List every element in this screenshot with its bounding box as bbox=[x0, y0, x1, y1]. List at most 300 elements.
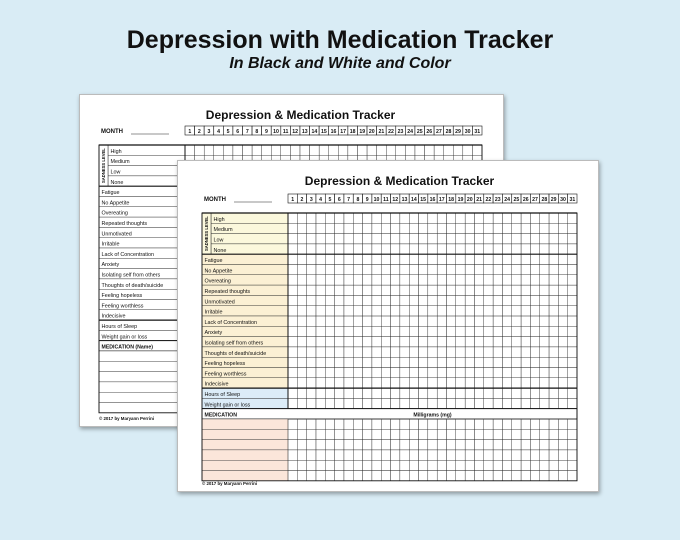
grid-cell bbox=[381, 450, 390, 460]
grid-cell bbox=[502, 295, 511, 305]
grid-cell bbox=[474, 398, 483, 408]
grid-cell bbox=[549, 368, 558, 378]
grid-cell bbox=[446, 347, 455, 357]
grid-cell bbox=[521, 316, 530, 326]
grid-cell bbox=[353, 337, 362, 347]
sheet-title: Depression & Medication Tracker bbox=[304, 174, 495, 188]
tracker-sheet bbox=[178, 161, 598, 491]
day-number: 7 bbox=[245, 129, 249, 135]
grid-cell bbox=[400, 460, 409, 470]
grid-cell bbox=[391, 306, 400, 316]
sadness-level-label: SADNESS LEVEL bbox=[101, 148, 106, 184]
grid-cell bbox=[558, 223, 567, 233]
grid-cell bbox=[540, 419, 549, 429]
grid-cell bbox=[512, 347, 521, 357]
grid-cell bbox=[419, 429, 428, 439]
day-number: 15 bbox=[420, 197, 427, 203]
grid-cell bbox=[456, 357, 465, 367]
day-number: 8 bbox=[356, 197, 360, 203]
grid-cell bbox=[335, 419, 344, 429]
grid-cell bbox=[568, 450, 577, 460]
grid-cell bbox=[474, 440, 483, 450]
grid-cell bbox=[512, 378, 521, 388]
grid-cell bbox=[381, 306, 390, 316]
grid-cell bbox=[363, 460, 372, 470]
grid-cell bbox=[316, 388, 325, 398]
grid-cell bbox=[325, 471, 334, 481]
day-number: 18 bbox=[448, 197, 455, 203]
grid-cell bbox=[353, 326, 362, 336]
grid-cell bbox=[540, 440, 549, 450]
grid-cell bbox=[372, 419, 381, 429]
grid-cell bbox=[316, 223, 325, 233]
day-number: 30 bbox=[464, 129, 471, 135]
day-number: 23 bbox=[494, 197, 501, 203]
grid-cell bbox=[512, 326, 521, 336]
grid-cell bbox=[344, 265, 353, 275]
row-label: Lack of Concentration bbox=[204, 319, 257, 326]
grid-cell bbox=[325, 265, 334, 275]
grid-cell bbox=[493, 254, 502, 264]
grid-cell bbox=[353, 265, 362, 275]
day-number: 29 bbox=[550, 197, 557, 203]
grid-cell bbox=[288, 223, 297, 233]
grid-cell bbox=[568, 378, 577, 388]
grid-cell bbox=[484, 450, 493, 460]
grid-cell bbox=[512, 234, 521, 244]
grid-cell bbox=[549, 326, 558, 336]
grid-cell bbox=[502, 429, 511, 439]
grid-cell bbox=[344, 295, 353, 305]
grid-cell bbox=[465, 347, 474, 357]
grid-cell bbox=[530, 254, 539, 264]
grid-cell bbox=[530, 234, 539, 244]
grid-cell bbox=[307, 316, 316, 326]
grid-cell bbox=[400, 450, 409, 460]
grid-cell bbox=[335, 440, 344, 450]
grid-cell bbox=[428, 265, 437, 275]
grid-cell bbox=[325, 398, 334, 408]
grid-cell bbox=[549, 347, 558, 357]
grid-cell bbox=[297, 419, 306, 429]
grid-cell bbox=[419, 213, 428, 223]
medication-label: MEDICATION bbox=[204, 412, 237, 419]
grid-cell bbox=[281, 145, 291, 155]
grid-cell bbox=[204, 145, 214, 155]
grid-cell bbox=[428, 234, 437, 244]
grid-cell bbox=[344, 316, 353, 326]
grid-cell bbox=[446, 223, 455, 233]
grid-cell bbox=[344, 326, 353, 336]
grid-cell bbox=[502, 223, 511, 233]
grid-cell bbox=[363, 440, 372, 450]
row-label: Isolating self from others bbox=[101, 272, 161, 279]
grid-cell bbox=[558, 388, 567, 398]
grid-cell bbox=[409, 306, 418, 316]
grid-cell bbox=[474, 429, 483, 439]
grid-cell bbox=[558, 440, 567, 450]
grid-cell bbox=[344, 306, 353, 316]
grid-cell bbox=[512, 337, 521, 347]
grid-cell bbox=[437, 275, 446, 285]
grid-cell bbox=[484, 326, 493, 336]
grid-cell bbox=[493, 295, 502, 305]
grid-cell bbox=[391, 357, 400, 367]
grid-cell bbox=[363, 326, 372, 336]
grid-cell bbox=[437, 285, 446, 295]
grid-cell bbox=[307, 254, 316, 264]
grid-cell bbox=[456, 223, 465, 233]
grid-cell bbox=[493, 213, 502, 223]
grid-cell bbox=[512, 429, 521, 439]
grid-cell bbox=[400, 234, 409, 244]
grid-cell bbox=[568, 234, 577, 244]
grid-cell bbox=[363, 347, 372, 357]
grid-cell bbox=[372, 244, 381, 254]
grid-cell bbox=[568, 347, 577, 357]
grid-cell bbox=[474, 306, 483, 316]
grid-cell bbox=[493, 244, 502, 254]
grid-cell bbox=[288, 337, 297, 347]
grid-cell bbox=[530, 316, 539, 326]
grid-cell bbox=[558, 326, 567, 336]
day-number: 10 bbox=[273, 129, 279, 135]
grid-cell bbox=[391, 378, 400, 388]
grid-cell bbox=[540, 337, 549, 347]
grid-cell bbox=[474, 285, 483, 295]
grid-cell bbox=[428, 254, 437, 264]
grid-cell bbox=[419, 265, 428, 275]
grid-cell bbox=[558, 450, 567, 460]
grid-cell bbox=[530, 460, 539, 470]
grid-cell bbox=[428, 368, 437, 378]
grid-cell bbox=[325, 285, 334, 295]
row-label: Fatigue bbox=[101, 190, 120, 197]
grid-cell bbox=[344, 388, 353, 398]
grid-cell bbox=[363, 398, 372, 408]
grid-cell bbox=[297, 223, 306, 233]
grid-cell bbox=[307, 378, 316, 388]
day-number: 17 bbox=[340, 129, 346, 135]
day-number: 21 bbox=[378, 129, 385, 135]
grid-cell bbox=[372, 337, 381, 347]
grid-cell bbox=[474, 223, 483, 233]
grid-cell bbox=[307, 388, 316, 398]
day-number: 5 bbox=[328, 197, 332, 203]
grid-cell bbox=[353, 368, 362, 378]
grid-cell bbox=[484, 471, 493, 481]
grid-cell bbox=[568, 471, 577, 481]
grid-cell bbox=[307, 213, 316, 223]
grid-cell bbox=[325, 254, 334, 264]
grid-cell bbox=[391, 223, 400, 233]
grid-cell bbox=[465, 429, 474, 439]
grid-cell bbox=[568, 388, 577, 398]
grid-cell bbox=[307, 244, 316, 254]
grid-cell bbox=[400, 337, 409, 347]
row-label: Medium bbox=[213, 227, 233, 234]
grid-cell bbox=[428, 398, 437, 408]
grid-cell bbox=[502, 275, 511, 285]
grid-cell bbox=[512, 440, 521, 450]
day-number: 14 bbox=[311, 129, 318, 135]
grid-cell bbox=[521, 460, 530, 470]
grid-cell bbox=[549, 471, 558, 481]
grid-cell bbox=[549, 295, 558, 305]
grid-cell bbox=[353, 347, 362, 357]
grid-cell bbox=[558, 234, 567, 244]
grid-cell bbox=[484, 295, 493, 305]
grid-cell bbox=[372, 316, 381, 326]
grid-cell bbox=[307, 326, 316, 336]
grid-cell bbox=[363, 295, 372, 305]
grid-cell bbox=[568, 285, 577, 295]
grid-cell bbox=[465, 306, 474, 316]
grid-cell bbox=[335, 295, 344, 305]
grid-cell bbox=[363, 368, 372, 378]
grid-cell bbox=[316, 285, 325, 295]
grid-cell bbox=[493, 450, 502, 460]
medication-name-cell bbox=[99, 403, 185, 413]
grid-cell bbox=[549, 337, 558, 347]
month-label: MONTH bbox=[101, 129, 123, 135]
grid-cell bbox=[372, 460, 381, 470]
grid-cell bbox=[391, 326, 400, 336]
grid-cell bbox=[409, 223, 418, 233]
grid-cell bbox=[558, 460, 567, 470]
grid-cell bbox=[316, 254, 325, 264]
grid-cell bbox=[558, 357, 567, 367]
grid-cell bbox=[325, 326, 334, 336]
grid-cell bbox=[325, 244, 334, 254]
grid-cell bbox=[363, 337, 372, 347]
day-number: 2 bbox=[197, 129, 201, 135]
grid-cell bbox=[428, 460, 437, 470]
grid-cell bbox=[437, 388, 446, 398]
grid-cell bbox=[437, 295, 446, 305]
grid-cell bbox=[297, 244, 306, 254]
grid-cell bbox=[419, 234, 428, 244]
row-label: Fatigue bbox=[204, 258, 223, 265]
grid-cell bbox=[437, 357, 446, 367]
grid-cell bbox=[288, 306, 297, 316]
grid-cell bbox=[391, 429, 400, 439]
row-label: Irritable bbox=[204, 309, 223, 316]
grid-cell bbox=[400, 398, 409, 408]
grid-cell bbox=[446, 316, 455, 326]
grid-cell bbox=[335, 244, 344, 254]
medication-name-cell bbox=[99, 351, 185, 361]
grid-cell bbox=[465, 378, 474, 388]
grid-cell bbox=[521, 429, 530, 439]
grid-cell bbox=[381, 378, 390, 388]
grid-cell bbox=[344, 285, 353, 295]
grid-cell bbox=[297, 265, 306, 275]
grid-cell bbox=[288, 368, 297, 378]
grid-cell bbox=[530, 471, 539, 481]
grid-cell bbox=[297, 440, 306, 450]
grid-cell bbox=[493, 398, 502, 408]
grid-cell bbox=[512, 306, 521, 316]
grid-cell bbox=[558, 275, 567, 285]
grid-cell bbox=[335, 471, 344, 481]
grid-cell bbox=[502, 306, 511, 316]
grid-cell bbox=[521, 213, 530, 223]
grid-cell bbox=[549, 234, 558, 244]
grid-cell bbox=[428, 378, 437, 388]
grid-cell bbox=[474, 378, 483, 388]
grid-cell bbox=[409, 378, 418, 388]
day-number: 22 bbox=[388, 129, 394, 135]
grid-cell bbox=[558, 295, 567, 305]
grid-cell bbox=[502, 316, 511, 326]
grid-cell bbox=[493, 378, 502, 388]
grid-cell bbox=[512, 254, 521, 264]
grid-cell bbox=[493, 337, 502, 347]
grid-cell bbox=[484, 213, 493, 223]
row-label: Indecisive bbox=[101, 313, 126, 320]
row-label: High bbox=[213, 216, 225, 223]
grid-cell bbox=[446, 419, 455, 429]
medication-name-cell bbox=[202, 429, 288, 439]
day-number: 26 bbox=[522, 197, 529, 203]
grid-cell bbox=[437, 234, 446, 244]
grid-cell bbox=[391, 254, 400, 264]
grid-cell bbox=[419, 398, 428, 408]
grid-cell bbox=[372, 223, 381, 233]
grid-cell bbox=[568, 368, 577, 378]
grid-cell bbox=[502, 326, 511, 336]
row-label: Isolating self from others bbox=[204, 340, 264, 347]
grid-cell bbox=[446, 378, 455, 388]
grid-cell bbox=[335, 223, 344, 233]
grid-cell bbox=[437, 223, 446, 233]
grid-cell bbox=[521, 388, 530, 398]
day-number: 11 bbox=[383, 197, 389, 203]
grid-cell bbox=[512, 471, 521, 481]
grid-cell bbox=[335, 213, 344, 223]
grid-cell bbox=[363, 234, 372, 244]
day-number: 30 bbox=[560, 197, 566, 203]
grid-cell bbox=[409, 419, 418, 429]
grid-cell bbox=[474, 368, 483, 378]
grid-cell bbox=[297, 347, 306, 357]
grid-cell bbox=[344, 275, 353, 285]
day-number: 20 bbox=[466, 197, 473, 203]
grid-cell bbox=[307, 275, 316, 285]
grid-cell bbox=[372, 378, 381, 388]
grid-cell bbox=[316, 326, 325, 336]
grid-cell bbox=[391, 450, 400, 460]
grid-cell bbox=[512, 316, 521, 326]
grid-cell bbox=[456, 440, 465, 450]
grid-cell bbox=[512, 285, 521, 295]
grid-cell bbox=[372, 213, 381, 223]
grid-cell bbox=[456, 368, 465, 378]
grid-cell bbox=[297, 450, 306, 460]
grid-cell bbox=[540, 265, 549, 275]
medication-label: MEDICATION (Name) bbox=[101, 344, 153, 351]
grid-cell bbox=[521, 337, 530, 347]
row-label: Overeating bbox=[204, 278, 231, 285]
grid-cell bbox=[549, 213, 558, 223]
grid-cell bbox=[512, 357, 521, 367]
row-label: Anxiety bbox=[101, 262, 120, 269]
grid-cell bbox=[456, 450, 465, 460]
grid-cell bbox=[344, 254, 353, 264]
grid-cell bbox=[474, 337, 483, 347]
grid-cell bbox=[446, 326, 455, 336]
grid-cell bbox=[409, 398, 418, 408]
grid-cell bbox=[386, 145, 396, 155]
day-number: 27 bbox=[532, 197, 538, 203]
grid-cell bbox=[568, 265, 577, 275]
grid-cell bbox=[530, 368, 539, 378]
grid-cell bbox=[297, 357, 306, 367]
grid-cell bbox=[381, 295, 390, 305]
day-number: 12 bbox=[292, 129, 299, 135]
grid-cell bbox=[446, 234, 455, 244]
grid-cell bbox=[484, 398, 493, 408]
grid-cell bbox=[568, 316, 577, 326]
grid-cell bbox=[428, 326, 437, 336]
day-number: 25 bbox=[513, 197, 520, 203]
grid-cell bbox=[344, 223, 353, 233]
grid-cell bbox=[391, 440, 400, 450]
grid-cell bbox=[316, 337, 325, 347]
grid-cell bbox=[521, 223, 530, 233]
grid-cell bbox=[344, 419, 353, 429]
grid-cell bbox=[465, 471, 474, 481]
grid-cell bbox=[558, 368, 567, 378]
grid-cell bbox=[419, 388, 428, 398]
grid-cell bbox=[353, 295, 362, 305]
grid-cell bbox=[549, 357, 558, 367]
grid-cell bbox=[391, 398, 400, 408]
row-label: Lack of Concentration bbox=[101, 251, 154, 258]
grid-cell bbox=[474, 295, 483, 305]
grid-cell bbox=[288, 460, 297, 470]
grid-cell bbox=[512, 275, 521, 285]
grid-cell bbox=[357, 145, 367, 155]
grid-cell bbox=[363, 316, 372, 326]
grid-cell bbox=[307, 450, 316, 460]
grid-cell bbox=[344, 398, 353, 408]
grid-cell bbox=[437, 306, 446, 316]
grid-cell bbox=[474, 460, 483, 470]
grid-cell bbox=[325, 275, 334, 285]
grid-cell bbox=[530, 429, 539, 439]
grid-cell bbox=[325, 306, 334, 316]
grid-cell bbox=[502, 337, 511, 347]
day-number: 14 bbox=[410, 197, 417, 203]
grid-cell bbox=[353, 419, 362, 429]
grid-cell bbox=[372, 275, 381, 285]
grid-cell bbox=[549, 460, 558, 470]
grid-cell bbox=[288, 275, 297, 285]
grid-cell bbox=[335, 316, 344, 326]
grid-cell bbox=[391, 347, 400, 357]
row-label: Thoughts of death/suicide bbox=[101, 282, 164, 289]
grid-cell bbox=[353, 450, 362, 460]
grid-cell bbox=[300, 145, 310, 155]
grid-cell bbox=[521, 244, 530, 254]
grid-cell bbox=[521, 378, 530, 388]
grid-cell bbox=[297, 337, 306, 347]
grid-cell bbox=[446, 388, 455, 398]
grid-cell bbox=[307, 357, 316, 367]
medication-name-cell bbox=[99, 392, 185, 402]
